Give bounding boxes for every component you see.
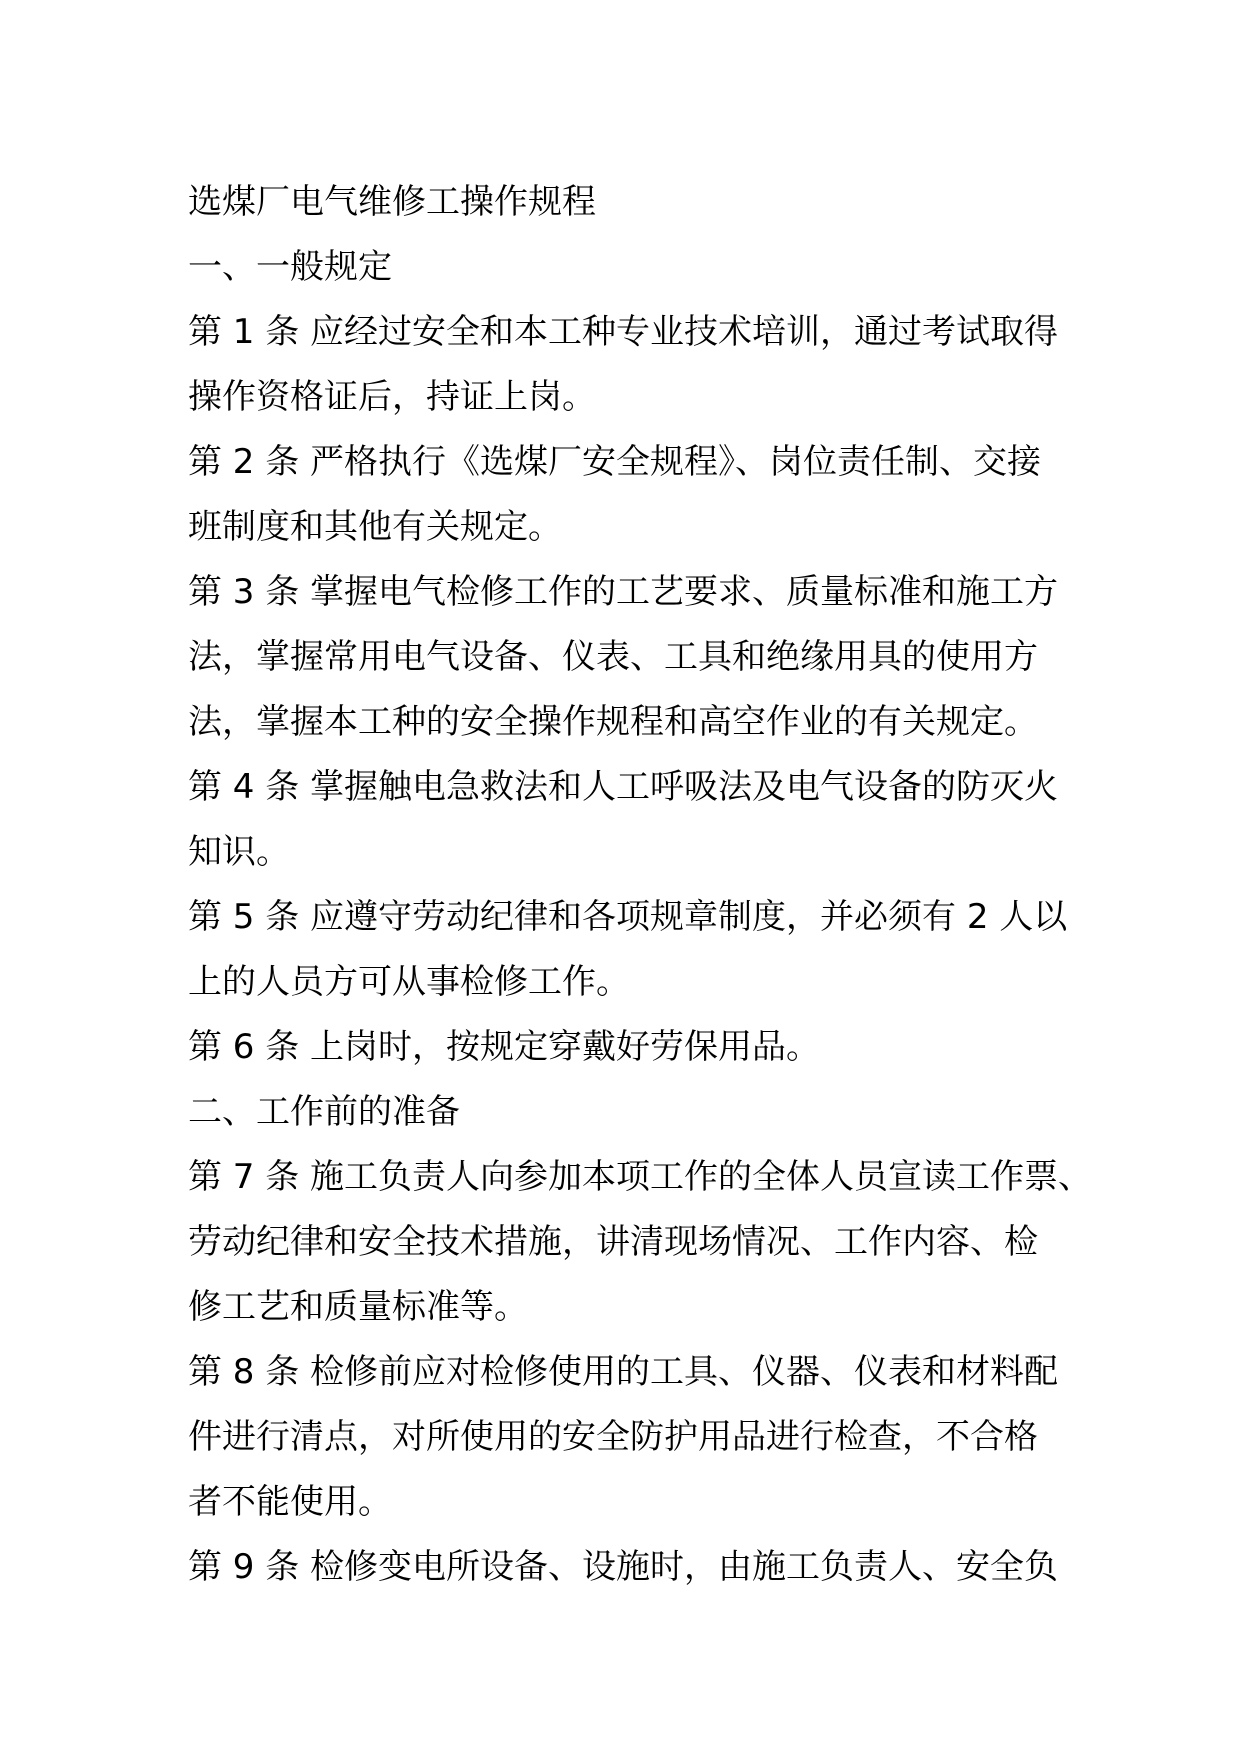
section-heading-preparation: 二、工作前的准备 <box>188 1092 460 1132</box>
text-line: 修工艺和质量标准等。 <box>188 1287 528 1327</box>
text-line: 班制度和其他有关规定。 <box>188 507 562 547</box>
text-line: 操作资格证后，持证上岗。 <box>188 377 596 417</box>
text-line: 法，掌握本工种的安全操作规程和高空作业的有关规定。 <box>188 702 1038 742</box>
text-line: 第 6 条 上岗时，按规定穿戴好劳保用品。 <box>188 1027 821 1067</box>
text-line: 第 3 条 掌握电气检修工作的工艺要求、质量标准和施工方 <box>188 572 1059 612</box>
text-line: 第 5 条 应遵守劳动纪律和各项规章制度，并必须有 2 人以 <box>188 897 1068 937</box>
text-line: 法，掌握常用电气设备、仪表、工具和绝缘用具的使用方 <box>188 637 1038 677</box>
text-line: 知识。 <box>188 832 290 872</box>
text-line: 劳动纪律和安全技术措施，讲清现场情况、工作内容、检 <box>188 1222 1038 1262</box>
text-line: 第 2 条 严格执行《选煤厂安全规程》、岗位责任制、交接 <box>188 442 1042 482</box>
document-title: 选煤厂电气维修工操作规程 <box>188 182 596 222</box>
text-line: 者不能使用。 <box>188 1482 392 1522</box>
text-line: 第 7 条 施工负责人向参加本项工作的全体人员宣读工作票、 <box>188 1157 1093 1197</box>
section-heading-general: 一、一般规定 <box>188 247 392 287</box>
text-line: 上的人员方可从事检修工作。 <box>188 962 630 1002</box>
document-body <box>188 170 1093 1600</box>
text-line: 第 8 条 检修前应对检修使用的工具、仪器、仪表和材料配 <box>188 1352 1059 1392</box>
text-line: 第 4 条 掌握触电急救法和人工呼吸法及电气设备的防灭火 <box>188 767 1059 807</box>
text-line: 第 9 条 检修变电所设备、设施时，由施工负责人、安全负 <box>188 1547 1059 1587</box>
text-line: 第 1 条 应经过安全和本工种专业技术培训，通过考试取得 <box>188 312 1059 352</box>
text-line: 件进行清点，对所使用的安全防护用品进行检查，不合格 <box>188 1417 1038 1457</box>
